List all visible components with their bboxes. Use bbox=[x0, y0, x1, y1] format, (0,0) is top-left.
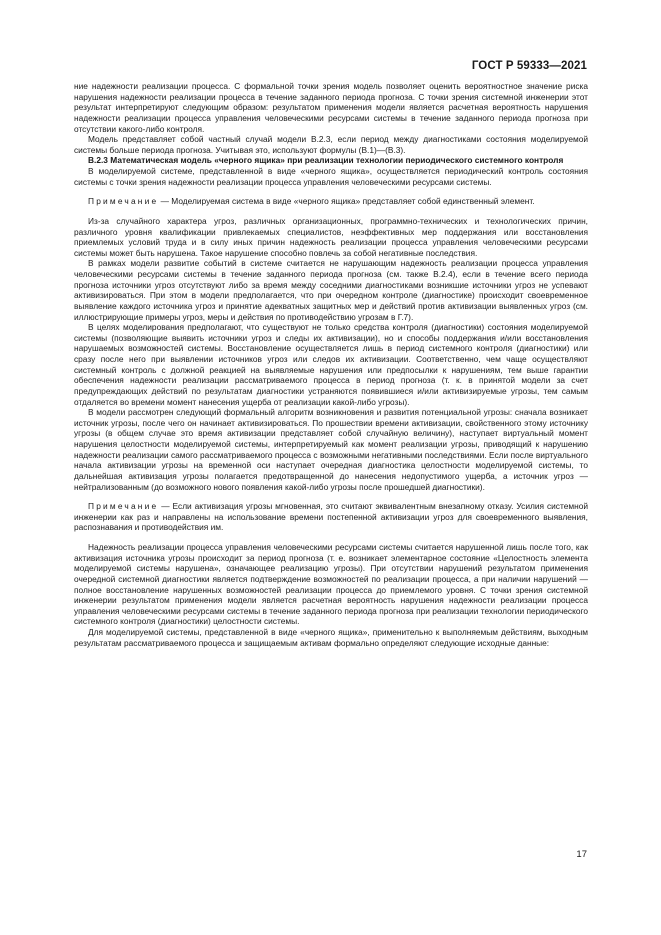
note-text: Моделируемая система в виде «черного ящика» представляет собой единственный элемент. bbox=[171, 196, 535, 207]
note bbox=[74, 196, 588, 207]
document-id: ГОСТ Р 59333—2021 bbox=[471, 60, 587, 72]
note-label: Примечание bbox=[88, 196, 159, 207]
page-number: 17 bbox=[576, 849, 587, 860]
paragraph: В моделируемой системе, представленной в виде «черного ящика», осуществляется периодический контроль состояния системы с точки зрения надежности реализации процесса управления человеческими ресурсами системы. bbox=[74, 166, 588, 187]
paragraph: В рамках модели развитие событий в системе считается не нарушающим надежность реализации процесса управления человеческими ресурсами системы в течение заданного периода прогноза (см. также В.2.4), если в течение всего периода прогноза источники угроз отсутствуют либо за время между соседними диагностиками возникшие источники угроз не успевают активизироваться. При этом в модели предполагается, что при очередном контроле (диагностике) происходит своевременное выявление каждого источника угроз и принятие адекватных защитных мер и действий против активизации выявленных угроз (см. иллюстрирующие примеры угроз, меры и действия по противодействию угрозам в Г.7). bbox=[74, 258, 588, 322]
section-heading: В.2.3 Математическая модель «черного ящика» при реализации технологии периодического системного контроля bbox=[88, 155, 564, 166]
paragraph: Надежность реализации процесса управления человеческими ресурсами системы считается нарушенной лишь после того, как активизация источника угрозы происходит за период прогноза (т. е. возникает элементарное состояние «Целостность элемента моделируемой системы нарушена», означающее реализацию угрозы). При отсутствии нарушений результатом применения очередной системной диагностики является подтверждение возможностей по реализации процесса, а при наличии нарушений — полное восстановление нарушенных возможностей реализации процесса до приемлемого уровня. С точки зрения системной инженерии результатом применения модели является расчетная вероятность нарушения надежности реализации процесса управления человеческими ресурсами системы в течение заданного периода прогноза при реализации технологии периодического системного контроля (диагностики) целостности системы. bbox=[74, 542, 588, 627]
paragraph: В модели рассмотрен следующий формальный алгоритм возникновения и развития потенциальной угрозы: сначала возникает источник угрозы, после чего он начинает активизироваться. По прошествии времени активизации, свойственного этому источнику угрозы (в общем случае это время активизации представляет собой случайную величину), наступает виртуальный момент нарушения целостности моделируемой системы, интерпретируемый как момент реализации угрозы, приводящий к нарушению надежности реализации самого рассматриваемого процесса с возможными негативными последствиями. Если после виртуального начала активизации угрозы на временной оси наступает очередная диагностика целостности моделируемой системы, то дальнейшая активизация угрозы полагается предотвращенной до нанесения недопустимого ущерба, а источник угроз — нейтрализованным (до возможного нового появления какой-либо угрозы после прошедшей диагностики). bbox=[74, 407, 588, 492]
paragraph: Модель представляет собой частный случай модели В.2.3, если период между диагностиками состояния моделируемой системы больше периода прогноза. Учитывая это, используют формулы (В.1)—(В.3). bbox=[74, 134, 588, 155]
note-dash: — bbox=[158, 196, 172, 207]
paragraph-continuation: ние надежности реализации процесса. С формальной точки зрения модель позволяет оценить вероятностное значение риска нарушения надежности реализации процесса в течение заданного периода прогноза. С точки зрения системной инженерии этот результат интерпретируют следующим образом: результатом применения модели является расчетная вероятность нарушения надежности реализации процесса управления человеческими ресурсами системы в течение заданного периода прогноза при отсутствии какого-либо контроля. bbox=[74, 81, 588, 134]
note-text: Если активизация угрозы мгновенная, это считают эквивалентным внезапному отказу. Усилия системной инженерии как раз и направлены на использование времени постепенной активизации угроз для своевременного выявления, распознавания и противодействия им. bbox=[74, 501, 588, 533]
note-label: Примечание bbox=[88, 501, 159, 512]
paragraph: Из-за случайного характера угроз, различных организационных, программно-технических и технологических причин, различного уровня квалификации привлекаемых специалистов, неэффективных мер поддержания или восстановления приемлемых условий труда и в силу иных причин надежность реализации процесса управления человеческими ресурсами системы может быть нарушена. Такое нарушение способно повлечь за собой негативные последствия. bbox=[74, 215, 588, 258]
note-dash: — bbox=[158, 501, 173, 512]
note bbox=[74, 501, 588, 533]
paragraph: В целях моделирования предполагают, что существуют не только средства контроля (диагностики) состояния моделируемой системы (позволяющие выявить источники угроз и следы их активизации), но и способы поддержания и/или восстановления нарушаемых возможностей системы. Восстановление осуществляется лишь в период системного контроля (диагностики) или сразу после него при выявлении источников угроз или следов их активизации. Соответственно, чем чаще осуществляют системный контроль с должной реакцией на выявляемые нарушения или предпосылки к нарушениям, тем выше гарантии обеспечения надежности реализации рассматриваемого процесса в период прогноза (т. к. в принятой модели за счет предупреждающих действий по результатам диагностики устраняются появившиеся и/или активизируемые угрозы, тем самым отдаляется во времени момент нанесения ущерба от реализации какой-либо угрозы). bbox=[74, 322, 588, 407]
page-body bbox=[74, 81, 588, 648]
paragraph: Для моделируемой системы, представленной в виде «черного ящика», применительно к выполняемым действиям, выходным результатам рассматриваемого процесса и защищаемым активам формально определяют следующие исходные данные: bbox=[74, 627, 588, 648]
